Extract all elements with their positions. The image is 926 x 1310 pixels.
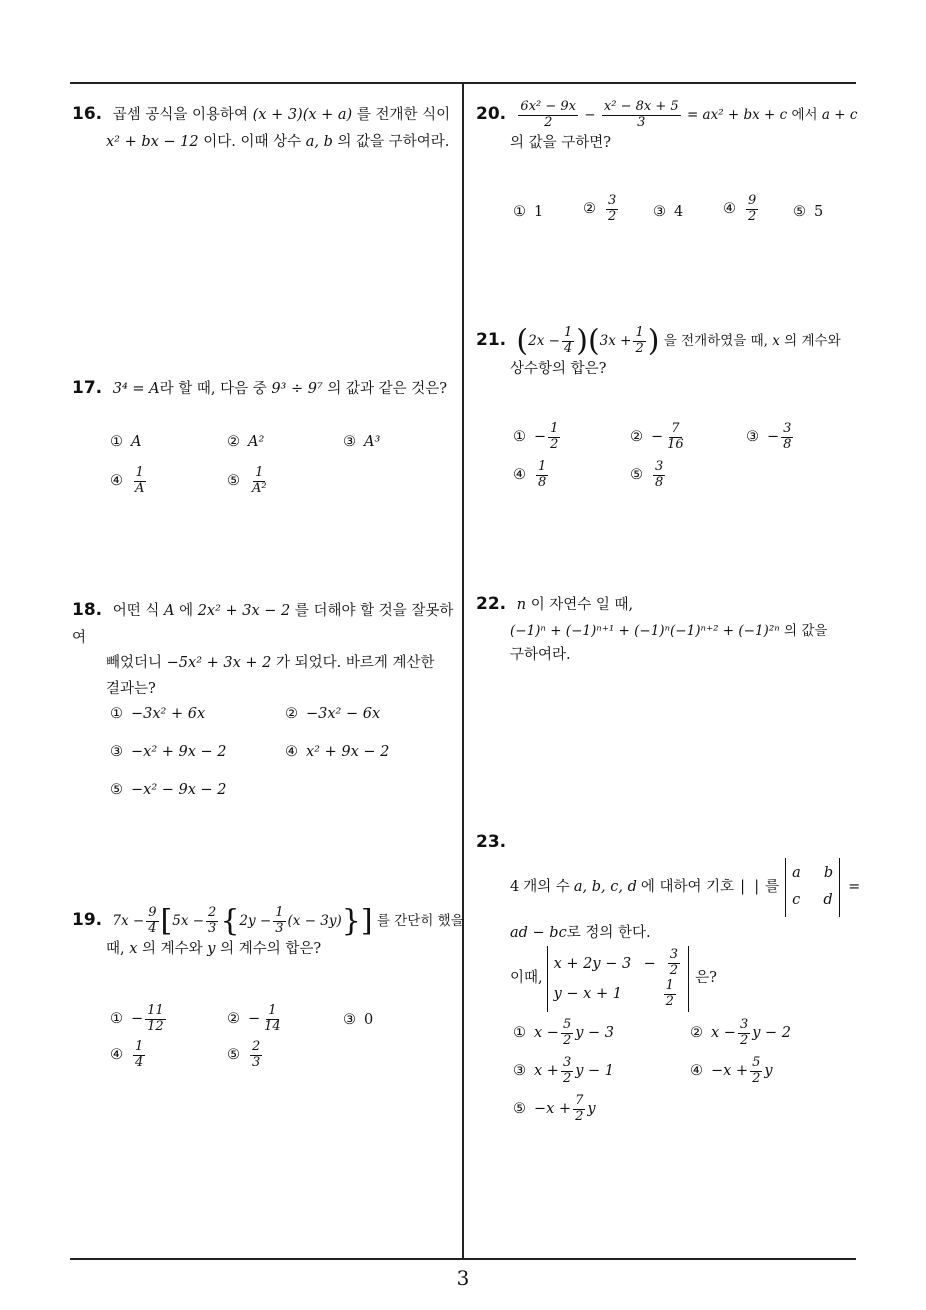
- choice-marker: ③: [513, 1063, 526, 1080]
- choice-value: −x +: [534, 1101, 572, 1118]
- numerator: 1: [135, 465, 144, 480]
- math-expression: a, b: [305, 133, 333, 150]
- choice-value: −3x² − 6x: [306, 706, 381, 722]
- choice-marker: ②: [227, 1011, 240, 1028]
- choice-1[interactable]: [110, 434, 141, 450]
- choice-2[interactable]: [227, 434, 264, 450]
- numerator: 6x² − 9x: [520, 99, 576, 115]
- choice-value: x −: [534, 1025, 559, 1042]
- choice-marker: ⑤: [110, 782, 123, 798]
- choice-4[interactable]: [690, 1056, 773, 1087]
- math-expression: ad − bc: [510, 924, 567, 941]
- question-text: 이다. 이때 상수: [203, 133, 302, 150]
- math-expression: 2x −: [528, 333, 560, 349]
- denominator: 4: [148, 921, 157, 936]
- question-text: 의 계수와: [142, 940, 203, 957]
- math-expression: x² + bx − 12: [106, 133, 199, 150]
- denominator: 2: [562, 1032, 572, 1048]
- denominator: 12: [147, 1018, 164, 1034]
- fraction: [750, 1056, 762, 1087]
- math-expression: (x + 3)(x + a): [252, 107, 353, 123]
- page-number: 3: [456, 1266, 470, 1290]
- numerator: 2: [252, 1039, 261, 1054]
- question-text: 4: [510, 878, 520, 895]
- question-number: 23.: [476, 832, 507, 852]
- choice-value: A²: [248, 434, 265, 450]
- bracket: ]: [360, 903, 373, 939]
- fraction: [518, 100, 578, 131]
- choice-1[interactable]: [513, 204, 543, 220]
- numerator: 3: [562, 1055, 572, 1070]
- question-text: 이 자연수 일 때,: [530, 597, 634, 613]
- choice-value: A: [131, 434, 142, 450]
- choice-4[interactable]: [110, 466, 148, 497]
- determinant-symbol: | |: [740, 878, 760, 895]
- question-text: 에서: [791, 107, 818, 123]
- question-20: [476, 100, 866, 156]
- minus-sign: −: [643, 955, 656, 972]
- choice-5[interactable]: [227, 1040, 264, 1071]
- question-text: 결과는?: [106, 680, 156, 697]
- paren: ): [576, 323, 588, 359]
- question-text: 의 값과 같은 것은?: [327, 381, 448, 397]
- choice-2[interactable]: [285, 706, 380, 722]
- choice-marker: ⑤: [227, 1047, 240, 1064]
- choice-value: A³: [364, 434, 381, 450]
- choice-marker: ③: [653, 204, 666, 220]
- numerator: 3: [739, 1017, 749, 1032]
- numerator: 2: [208, 905, 217, 921]
- question-text: 로 정의 한다.: [566, 924, 651, 941]
- choice-value: y: [764, 1063, 773, 1080]
- minus-sign: −: [767, 429, 780, 446]
- denominator: 8: [783, 436, 792, 452]
- choice-marker: ④: [723, 201, 736, 218]
- determinant: [785, 858, 840, 917]
- choice-marker: ④: [285, 744, 298, 760]
- math-expression: 5x −: [172, 913, 205, 929]
- choice-5[interactable]: [793, 204, 823, 220]
- numerator: 11: [147, 1003, 164, 1018]
- fraction: [206, 906, 218, 937]
- choice-2[interactable]: [690, 1018, 791, 1049]
- math-expression: x: [129, 940, 138, 957]
- denominator: 3: [637, 115, 646, 130]
- choice-value: −x² + 9x − 2: [131, 744, 227, 760]
- denominator: A²: [252, 480, 267, 496]
- question-text: 곱셈 공식을 이용하여: [112, 107, 249, 123]
- denominator: 2: [608, 208, 617, 224]
- fraction: [561, 1056, 573, 1087]
- choice-marker: ③: [343, 434, 356, 450]
- choice-5[interactable]: [227, 466, 271, 497]
- determinant: [547, 946, 689, 1012]
- math-expression: (−1)ⁿ + (−1)ⁿ⁺¹ + (−1)ⁿ(−1)ⁿ⁺² + (−1)²ⁿ: [510, 622, 780, 639]
- choice-marker: ⑤: [630, 467, 643, 484]
- denominator: 2: [665, 994, 674, 1010]
- numerator: 3: [655, 459, 664, 474]
- choice-value: 5: [814, 204, 824, 220]
- fraction: [561, 1018, 573, 1049]
- question-text: 이때,: [510, 970, 543, 987]
- math-expression: = ax² + bx + c: [686, 107, 788, 123]
- math-expression: a + c: [821, 107, 858, 123]
- choice-4[interactable]: [110, 1040, 147, 1071]
- fraction: [250, 1040, 262, 1071]
- math-expression: −5x² + 3x + 2: [166, 655, 272, 672]
- choice-2[interactable]: [583, 194, 620, 225]
- question-text: 를 더해야 할 것을 잘못하여: [72, 603, 454, 646]
- choice-marker: ⑤: [793, 204, 806, 220]
- fraction: [145, 1004, 166, 1035]
- denominator: 2: [669, 963, 679, 979]
- math-expression: n: [516, 597, 527, 613]
- numerator: 1: [275, 905, 284, 921]
- choice-3[interactable]: [110, 744, 227, 760]
- choice-1[interactable]: [513, 1018, 614, 1049]
- choice-4[interactable]: [285, 744, 389, 760]
- question-21: [476, 323, 866, 382]
- denominator: 16: [667, 436, 684, 452]
- question-text: 때,: [106, 940, 125, 957]
- choice-value: 1: [534, 204, 544, 220]
- choice-3[interactable]: [746, 422, 795, 453]
- question-number: 17.: [72, 378, 103, 398]
- det-entry: d: [823, 892, 833, 909]
- paren: (: [587, 323, 600, 359]
- numerator: 7: [575, 1093, 584, 1108]
- denominator: 8: [538, 474, 547, 490]
- math-expression: 3x +: [599, 333, 632, 349]
- denominator: 3: [275, 921, 284, 936]
- question-text: 상수항의 합은?: [510, 360, 607, 377]
- choice-marker: ①: [513, 204, 526, 220]
- question-text: 은?: [695, 970, 717, 987]
- numerator: x² − 8x + 5: [603, 99, 679, 115]
- choice-marker: ④: [513, 467, 526, 484]
- question-text: 를 간단히 했을: [376, 913, 464, 929]
- fraction: [133, 466, 146, 497]
- question-text: 에 대하여 기호: [640, 878, 735, 895]
- choice-marker: ③: [343, 1012, 356, 1028]
- choice-value: −x +: [711, 1063, 749, 1080]
- numerator: 1: [268, 1003, 277, 1018]
- denominator: 2: [635, 341, 644, 356]
- choice-marker: ②: [227, 434, 240, 450]
- minus-sign: −: [584, 107, 596, 123]
- choice-marker: ④: [110, 1047, 123, 1064]
- fraction: [664, 979, 676, 1010]
- fraction: [781, 422, 793, 453]
- bottom-rule: [70, 1258, 856, 1260]
- bracket: [: [160, 903, 173, 939]
- choice-value: x −: [711, 1025, 736, 1042]
- choice-marker: ②: [285, 706, 298, 722]
- choice-4[interactable]: [513, 460, 550, 491]
- question-16: [72, 100, 457, 155]
- question-number: 22.: [476, 594, 507, 614]
- fraction: [250, 466, 269, 497]
- question-text: 라 할 때, 다음 중: [159, 381, 267, 397]
- det-entry: c: [792, 892, 801, 909]
- question-text: 의 계수의 합은?: [220, 940, 322, 957]
- choice-value: x² + 9x − 2: [306, 744, 390, 760]
- question-text: 의 값을 구하여라.: [337, 133, 450, 150]
- math-expression: x: [772, 333, 780, 349]
- numerator: 1: [135, 1039, 144, 1054]
- denominator: 2: [575, 1108, 584, 1124]
- denominator: 2: [739, 1032, 749, 1048]
- question-text: 의 값을: [784, 622, 828, 639]
- paren: (: [516, 323, 529, 359]
- fraction: [573, 1094, 585, 1125]
- question-number: 20.: [476, 104, 507, 124]
- choice-value: −3x² + 6x: [131, 706, 206, 722]
- numerator: 1: [538, 459, 547, 474]
- math-expression: 7x −: [112, 913, 145, 929]
- math-expression: 2x² + 3x − 2: [197, 603, 291, 619]
- choice-2[interactable]: [630, 422, 688, 453]
- math-expression: 9³ ÷ 9⁷: [271, 381, 323, 397]
- choice-marker: ①: [513, 429, 526, 446]
- choice-marker: ①: [110, 706, 123, 722]
- choice-3[interactable]: [343, 1012, 373, 1028]
- choice-value: y: [587, 1101, 596, 1118]
- question-text: 가 되었다. 바르게 계산한: [275, 655, 435, 672]
- question-text: 을 전개하였을 때,: [663, 333, 768, 349]
- fraction: [146, 906, 158, 937]
- question-18: [72, 596, 457, 702]
- choice-5[interactable]: [630, 460, 667, 491]
- brace: }: [341, 903, 361, 939]
- det-entry: y − x + 1: [553, 986, 622, 1003]
- question-19: [72, 903, 464, 962]
- question-22: [476, 590, 866, 669]
- numerator: 3: [669, 947, 679, 963]
- choice-marker: ④: [110, 473, 123, 490]
- fraction: [273, 906, 285, 937]
- fraction: [606, 194, 618, 225]
- numerator: 3: [608, 193, 617, 208]
- minus-sign: −: [248, 1011, 261, 1028]
- numerator: 3: [783, 421, 792, 436]
- fraction: [738, 1018, 750, 1049]
- math-expression: 3⁴ = A: [112, 381, 160, 397]
- denominator: A: [135, 480, 145, 496]
- choice-1[interactable]: [513, 422, 562, 453]
- denominator: 2: [752, 1070, 761, 1086]
- choice-1[interactable]: [110, 1004, 168, 1035]
- question-17: [72, 374, 457, 404]
- fraction: [562, 326, 574, 357]
- choice-marker: ②: [583, 201, 596, 218]
- question-number: 16.: [72, 104, 103, 124]
- numerator: 5: [562, 1017, 572, 1032]
- choice-marker: ①: [110, 434, 123, 450]
- choice-marker: ①: [110, 1011, 123, 1028]
- numerator: 5: [752, 1055, 761, 1070]
- paren: ): [647, 323, 660, 359]
- choice-3[interactable]: [653, 204, 683, 220]
- fraction: [746, 194, 758, 225]
- denominator: 2: [544, 115, 553, 130]
- minus-sign: −: [651, 429, 664, 446]
- math-expression: 2y −: [239, 913, 272, 929]
- denominator: 3: [252, 1054, 261, 1070]
- choice-value: 0: [364, 1012, 374, 1028]
- denominator: 2: [550, 436, 559, 452]
- question-text: 를 전개한 식이: [356, 107, 451, 123]
- numerator: 1: [665, 978, 674, 994]
- numerator: 1: [550, 421, 559, 436]
- fraction: [633, 326, 645, 357]
- choice-marker: ②: [630, 429, 643, 446]
- choice-marker: ③: [110, 744, 123, 760]
- choice-3[interactable]: [513, 1056, 614, 1087]
- choice-2[interactable]: [227, 1004, 285, 1035]
- fraction: [665, 422, 686, 453]
- question-text: 를: [765, 878, 780, 895]
- denominator: 14: [264, 1018, 281, 1034]
- choice-3[interactable]: [343, 434, 380, 450]
- numerator: 1: [255, 465, 264, 480]
- denominator: 4: [563, 341, 573, 356]
- fraction: [653, 460, 665, 491]
- choice-marker: ⑤: [227, 473, 240, 490]
- choice-marker: ④: [690, 1063, 703, 1080]
- question-number: 19.: [72, 910, 103, 930]
- denominator: 3: [208, 921, 217, 936]
- numerator: 9: [748, 193, 757, 208]
- column-divider: [462, 82, 464, 1258]
- question-text: 의 계수와: [784, 333, 841, 349]
- numerator: 1: [635, 325, 644, 341]
- denominator: 8: [655, 474, 664, 490]
- det-entry: b: [823, 864, 834, 881]
- det-entry: x + 2y − 3: [553, 955, 632, 972]
- choice-value: y − 3: [575, 1025, 615, 1042]
- denominator: 2: [748, 208, 757, 224]
- choice-5[interactable]: [513, 1094, 596, 1125]
- question-23: [476, 828, 866, 1012]
- choice-value: −x² − 9x − 2: [131, 782, 227, 798]
- question-text: 어떤 식: [112, 603, 160, 619]
- choice-marker: ③: [746, 429, 759, 446]
- choice-value: y − 2: [752, 1025, 792, 1042]
- numerator: 9: [148, 905, 157, 921]
- equals-sign: =: [848, 878, 861, 895]
- fraction: [548, 422, 560, 453]
- denominator: 2: [562, 1070, 572, 1086]
- math-expression: A: [163, 603, 175, 619]
- fraction: [133, 1040, 145, 1071]
- choice-5[interactable]: [110, 782, 227, 798]
- math-expression: a, b, c, d: [573, 878, 637, 895]
- fraction: [602, 100, 681, 131]
- denominator: 4: [135, 1054, 144, 1070]
- choice-value: x +: [534, 1063, 559, 1080]
- fraction: [262, 1004, 283, 1035]
- numerator: 7: [671, 421, 680, 436]
- question-text: 의 값을 구하면?: [510, 134, 612, 151]
- choice-marker: ②: [690, 1025, 703, 1042]
- minus-sign: −: [131, 1011, 144, 1028]
- question-text: 빼었더니: [106, 655, 163, 672]
- math-expression: y: [207, 940, 216, 957]
- choice-marker: ①: [513, 1025, 526, 1042]
- fraction: [668, 948, 680, 979]
- question-number: 21.: [476, 330, 507, 350]
- minus-sign: −: [534, 429, 547, 446]
- question-text: 에: [179, 603, 194, 619]
- question-number: 18.: [72, 600, 103, 620]
- question-text: 구하여라.: [510, 647, 571, 664]
- question-text: 개의 수: [523, 878, 570, 895]
- numerator: 1: [563, 325, 573, 341]
- det-entry: a: [792, 864, 801, 881]
- choice-marker: ⑤: [513, 1101, 526, 1118]
- choice-value: y − 1: [575, 1063, 615, 1080]
- brace: {: [220, 903, 240, 939]
- choice-4[interactable]: [723, 194, 760, 225]
- fraction: [536, 460, 548, 491]
- choice-value: 4: [674, 204, 684, 220]
- math-expression: (x − 3y): [287, 913, 342, 929]
- choice-1[interactable]: [110, 706, 205, 722]
